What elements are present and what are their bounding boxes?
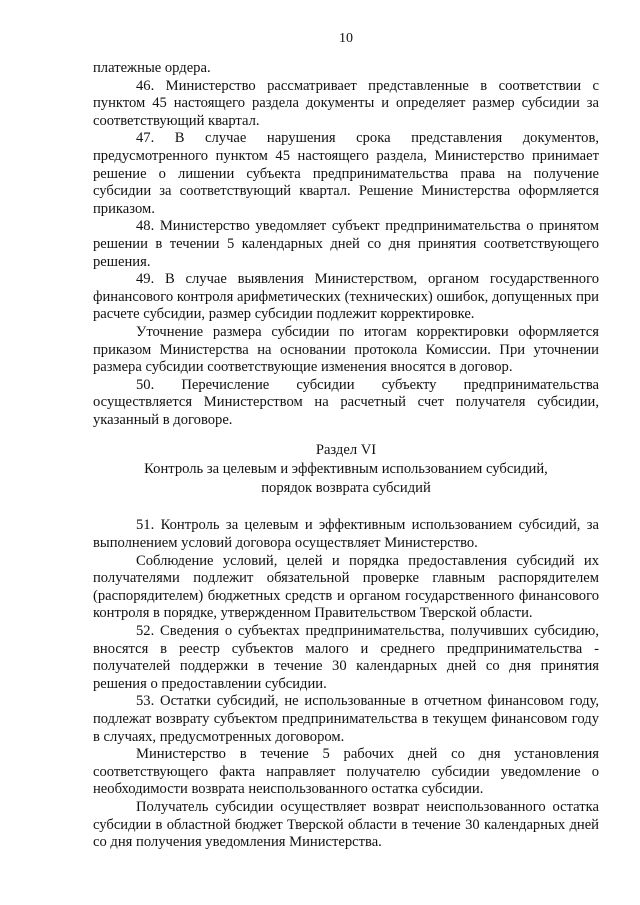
paragraph: Получатель субсидии осуществляет возврат неиспользованного остатка субсидии в областной бюджет Тверской области в течение 30 календарных дней со дня получения уведомления Министерства. (93, 798, 599, 851)
section-title: Раздел VI (315, 442, 377, 459)
paragraph: 46. Министерство рассматривает представленные в соответствии с пунктом 45 настоящего раздела документы и определяет размер субсидии за соответствующий квартал. (93, 77, 599, 129)
paragraph: 51. Контроль за целевым и эффективным использованием субсидий, за выполнением условий договора осуществляет Министерство. (93, 517, 599, 552)
paragraph: 47. В случае нарушения срока представления документов, предусмотренного пунктом 45 настоящего раздела, Министерство принимает решение о лишении субъекта предпринимательства права на получение субсидии за соответствующий квартал. Решение Министерства оформляется приказом. (93, 130, 599, 217)
section-subtitle-line2: порядок возврата субсидий (261, 480, 431, 497)
section-heading (93, 441, 599, 498)
paragraph: 52. Сведения о субъектах предпринимательства, получивших субсидию, вносятся в реестр субъектов малого и среднего предпринимательства - получателей поддержки в течение 30 календарных дней со дня принятия решения о предоставлении субсидии. (93, 623, 599, 692)
paragraphs-top (93, 60, 599, 429)
paragraph: 53. Остатки субсидий, не использованные в отчетном финансовом году, подлежат возврату субъектом предпринимательства в текущем финансовом году в случаях, предусмотренных договором. (93, 693, 599, 745)
paragraph: Соблюдение условий, целей и порядка предоставления субсидий их получателями подлежит обязательной проверке главным распорядителем (распорядителем) бюджетных средств и органом государственного финансового контроля в порядке, утвержденном Правительством Тверской области. (93, 552, 599, 622)
paragraph: Уточнение размера субсидии по итогам корректировки оформляется приказом Министерства на основании протокола Комиссии. При уточнении размера субсидии соответствующие изменения вносятся в договор. (93, 323, 599, 376)
paragraph: 48. Министерство уведомляет субъект предпринимательства о принятом решении в течении 5 календарных дней со дня принятия соответствующего решения. (93, 218, 599, 270)
page-number: 10 (339, 31, 353, 46)
paragraph: платежные ордера. (93, 60, 211, 76)
paragraphs-bottom (93, 517, 599, 851)
document-page (93, 30, 599, 852)
paragraph: Министерство в течение 5 рабочих дней со дня установления соответствующего факта направляет получателю субсидии уведомление о необходимости возврата неиспользованного остатка субсидии. (93, 746, 599, 798)
section-subtitle-line1: Контроль за целевым и эффективным использованием субсидий, (144, 461, 548, 478)
paragraph: 50. Перечисление субсидии субъекту предпринимательства осуществляется Министерством на расчетный счет получателя субсидии, указанный в договоре. (93, 376, 599, 428)
paragraph: 49. В случае выявления Министерством, органом государственного финансового контроля арифметических (технических) ошибок, допущенных при расчете субсидии, размер субсидии подлежит корректировке. (93, 271, 599, 323)
